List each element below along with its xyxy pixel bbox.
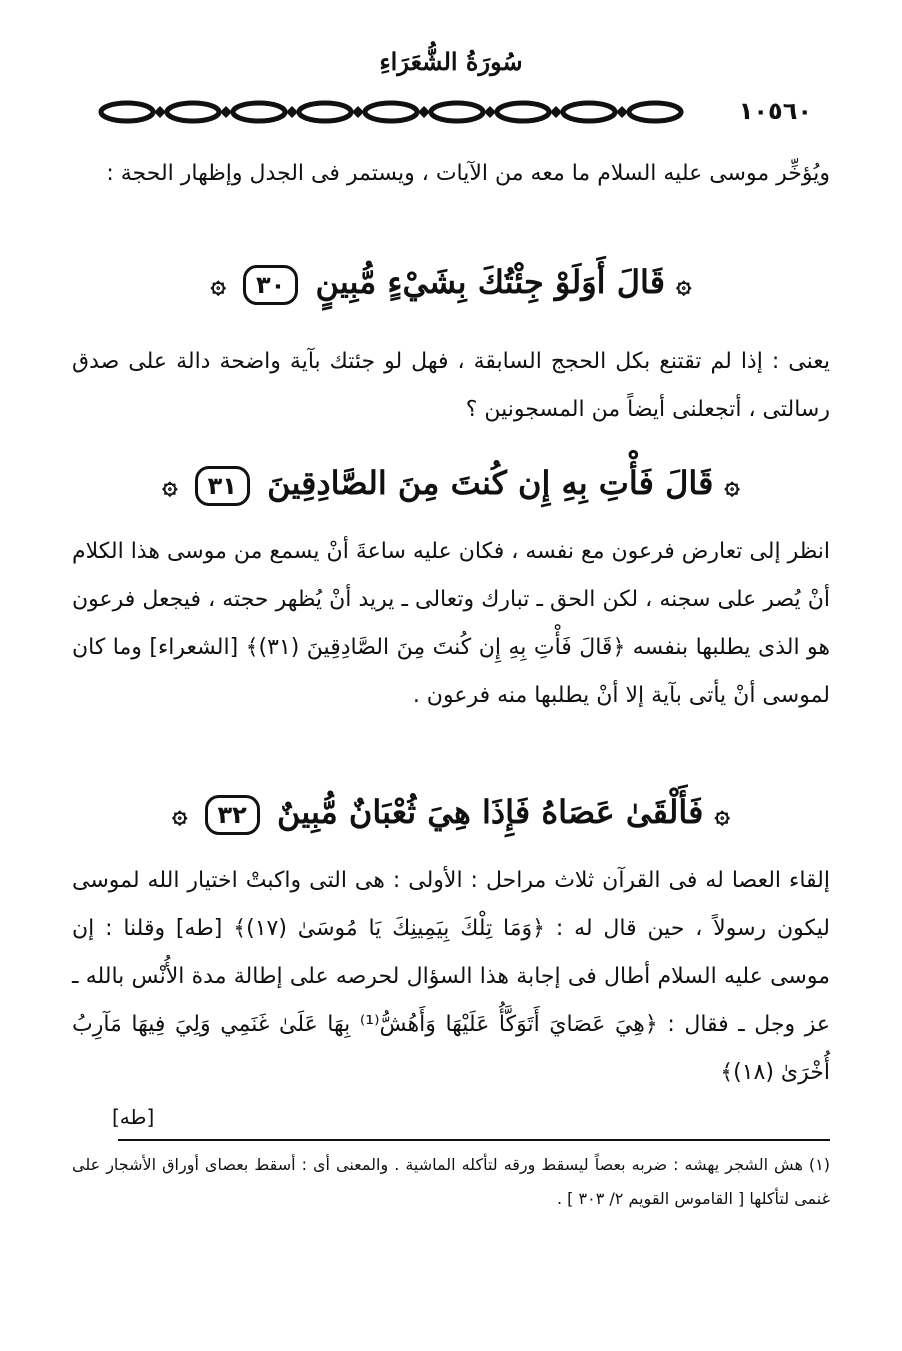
verse-number: ٣١	[195, 466, 250, 506]
page-number: ١٠٥٦٠	[738, 97, 812, 125]
verse-text: قَالَ فَأْتِ بِهِ إِن كُنتَ مِنَ الصَّادِقِينَ	[267, 464, 714, 502]
footnote: (١) هش الشجر يهشه : ضربه بعصاً ليسقط ورقه لتأكله الماشية . والمعنى أى : أسقط بعصاى أوراق الأشجار على غنمى لتأكلها [ القاموس القويم ٢/ ٣٠٣ ] .	[72, 1155, 830, 1208]
verse-text: قَالَ أَوَلَوْ جِئْتُكَ بِشَيْءٍ مُّبِينٍ	[315, 263, 665, 301]
closing-reference: [طه]	[112, 1105, 155, 1129]
verse-open-ornament-icon: ۞	[714, 799, 730, 830]
quran-verse-32	[0, 787, 902, 840]
verse-number: ٣٢	[205, 795, 260, 835]
paragraph-intro: ويُؤخِّر موسى عليه السلام ما معه من الآيات ، ويستمر فى الجدل وإظهار الحجة :	[106, 161, 830, 186]
paragraph-commentary-2: انظر إلى تعارض فرعون مع نفسه ، فكان عليه ساعةَ أنْ يسمع من موسى هذا الكلام أنْ يُصر على سجنه ، لكن الحق ـ تبارك وتعالى ـ يريد أنْ يُظهر حجته ، فيجعل فرعون هو الذى يطلبها بنفسه ﴿قَالَ فَأْتِ بِهِ إِن كُنتَ مِنَ الصَّادِقِينَ (٣١)﴾ [الشعراء] وما كان لموسى أنْ يأتى بآية إلا أنْ يطلبها منه فرعون .	[71, 539, 830, 708]
verse-open-ornament-icon: ۞	[676, 269, 692, 300]
quran-verse-31	[0, 458, 902, 511]
paragraph-commentary-1: يعنى : إذا لم تقتنع بكل الحجج السابقة ، فهل لو جئتك بآية واضحة دالة على صدق رسالتى ، أتجعلنى أيضاً من المسجونين ؟	[72, 349, 830, 422]
surah-title: سُورَةُ الشُّعَرَاءِ	[379, 47, 523, 76]
verse-close-ornament-icon: ۞	[162, 470, 178, 501]
quran-verse-30	[0, 257, 902, 310]
footnote-divider	[118, 1139, 830, 1141]
decorative-border-icon	[95, 98, 695, 126]
paragraph-commentary-3: إلقاء العصا له فى القرآن ثلاث مراحل : الأولى : هى التى واكبتْ اختيار الله لموسى ليكون رسولاً ، حين قال له : ﴿وَمَا تِلْكَ بِيَمِينِكَ يَا مُوسَىٰ (١٧)﴾ [طه] وقلنا : إن موسى عليه السلام أطال فى إجابة هذا السؤال لحرصه على إطالة مدة الأُنْس بالله ـ عز وجل ـ فقال : ﴿هِيَ عَصَايَ أَتَوَكَّأُ عَلَيْهَا وَأَهُشُّ⁽¹⁾ بِهَا عَلَىٰ غَنَمِي وَلِيَ فِيهَا مَآرِبُ أُخْرَىٰ (١٨)﴾	[72, 868, 830, 1085]
verse-close-ornament-icon: ۞	[210, 269, 226, 300]
verse-number: ٣٠	[243, 265, 298, 305]
verse-open-ornament-icon: ۞	[724, 470, 740, 501]
verse-text: فَأَلْقَىٰ عَصَاهُ فَإِذَا هِيَ ثُعْبَانٌ مُّبِينٌ	[276, 793, 704, 831]
verse-close-ornament-icon: ۞	[172, 799, 188, 830]
